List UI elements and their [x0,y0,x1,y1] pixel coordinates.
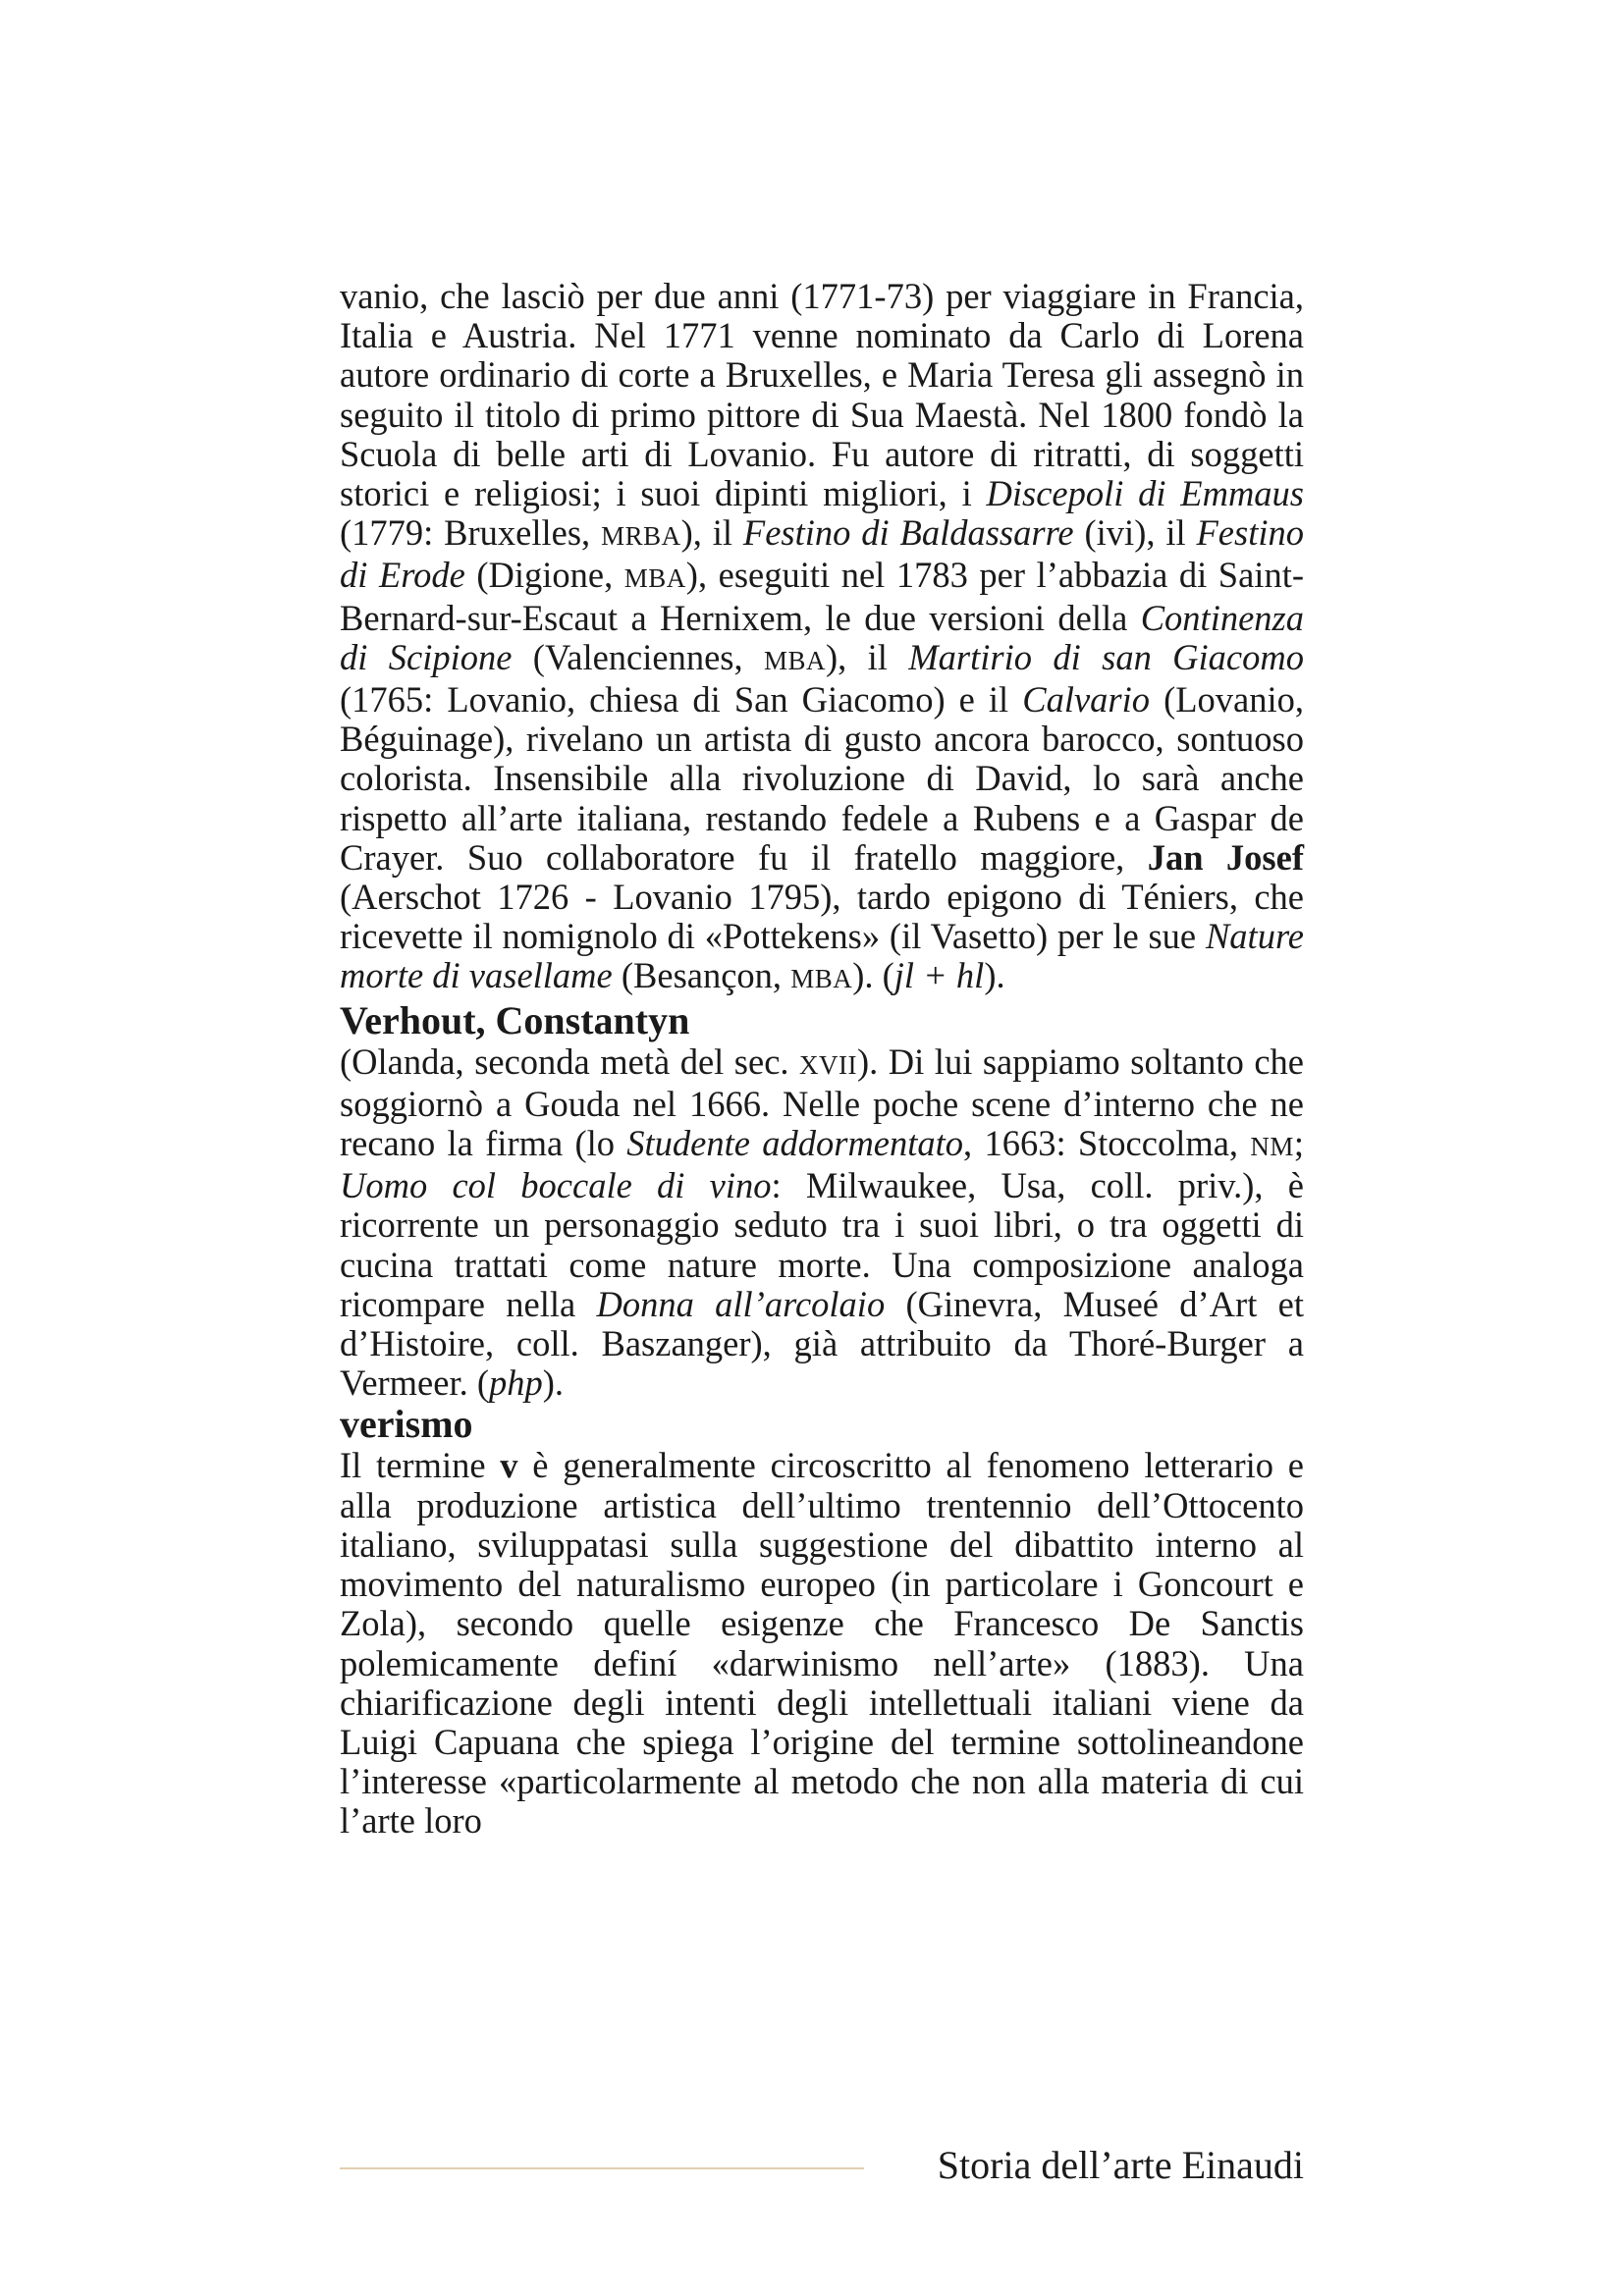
artwork-title: Festino di Baldassarre [742,512,1074,554]
text-run: ). ( [852,955,894,996]
text-run: ), eseguiti nel 1783 per l’abbazia di Saint-Bernard-sur-Escaut a Hernixem, le due versioni della [340,555,1304,638]
text-run: ). [542,1362,565,1404]
person-name: Jan Josef [1147,836,1304,878]
text-column [340,277,1304,1842]
text-run: (Besançon, [612,955,791,996]
artwork-title: Festino di Erode [340,512,1304,596]
text-run: Il termine [340,1445,501,1486]
text-run: (1779: Bruxelles, [340,512,602,554]
text-run: ; [1293,1123,1305,1164]
intro-paragraph [340,277,1304,999]
entry-body-verhout [340,1042,1304,1404]
text-run: (1765: Lovanio, chiesa di San Giacomo) e il [340,679,1023,721]
text-run: (Olanda, seconda metà del sec. [340,1041,800,1082]
entry-heading-verhout: Verhout, Constantyn [340,997,690,1042]
museum-abbreviation: MBA [763,645,826,675]
artwork-title: Martirio di san Giacomo [908,636,1304,677]
artwork-title: Uomo col boccale di vino [340,1165,772,1206]
museum-abbreviation: MBA [623,563,686,594]
text-run: , 1663: Stoccolma, [963,1123,1251,1164]
artwork-title: Calvario [1022,679,1151,721]
museum-abbreviation: NM [1250,1132,1294,1162]
artwork-title: Nature morte di vasellame [340,916,1304,996]
author-initials: jl + hl [893,955,985,996]
term-abbreviation: v [500,1445,518,1486]
text-run: ). [984,955,1005,996]
text-run: è generalmente circoscritto al fenomeno letterario e alla produzione artistica dell’ultimo trentennio dell’Ottocento italiano, sviluppatasi sulla suggestione del dibattito interno al movimento del naturalismo europeo (in particolare i Goncourt e Zola), secondo quelle esigenze che Francesco De Sanctis polemicamente definí «darwinismo nell’arte» (1883). Una chiarificazione degli intenti degli intellettuali italiani viene da Luigi Capuana che spiega l’origine del termine sottolineandone l’interesse «particolarmente al metodo che non alla materia di cui l’arte loro [340,1445,1305,1842]
artwork-title: Studente addormentato [626,1123,964,1164]
museum-abbreviation: MBA [790,964,853,994]
entry-body-verismo [340,1446,1304,1841]
author-initials: php [489,1362,543,1404]
footer-publisher: Storia dell’arte Einaudi [937,2143,1304,2187]
text-run: ). Di lui sappiamo soltanto che soggiornò a Gouda nel 1666. Nelle poche scene d’interno che ne recano la firma (lo [340,1041,1304,1164]
entry-heading-verismo: verismo [340,1402,473,1447]
text-run: ), il [826,636,909,677]
text-run: : Milwaukee, Usa, coll. priv.), è ricorrente un personaggio seduto tra i suoi libri, o tra oggetti di cucina trattati come nature morte. Una composizione analoga ricompare nella [340,1165,1304,1324]
text-run: (Digione, [464,555,624,596]
footer-divider [340,2167,864,2169]
artwork-title: Discepoli di Emmaus [986,473,1305,514]
museum-abbreviation: MRBA [601,521,681,552]
artwork-title: Continenza di Scipione [340,597,1304,677]
text-run: vanio, che lasciò per due anni (1771-73) per viaggiare in Francia, Italia e Austria. Nel 1771 venne nominato da Carlo di Lorena autore ordinario di corte a Bruxelles, e Maria Teresa gli assegnò in seguito il titolo di primo pittore di Sua Maestà. Nel 1800 fondò la Scuola di belle arti di Lovanio. Fu autore di ritratti, di soggetti storici e religiosi; i suoi dipinti migliori, i [340,276,1304,514]
text-run: (Ginevra, Museé d’Art et d’Histoire, coll. Baszanger), già attribuito da Thoré-Burger a Vermeer. ( [340,1283,1304,1404]
text-run: (ivi), il [1073,512,1197,554]
century-numeral: XVII [799,1049,858,1080]
text-run: (Valenciennes, [512,636,764,677]
artwork-title: Donna all’arcolaio [596,1283,886,1324]
text-run: ), il [680,512,743,554]
text-run: (Aerschot 1726 - Lovanio 1795), tardo epigono di Téniers, che ricevette il nomignolo di «Pottekens» (il Vasetto) per le sue [340,877,1304,957]
text-run: (Lovanio, Béguinage), rivelano un artista di gusto ancora barocco, sontuoso colorista. Insensibile alla rivoluzione di David, lo sarà anche rispetto all’arte italiana, restando fedele a Rubens e a Gaspar de Crayer. Suo collaboratore fu il fratello maggiore, [340,679,1304,878]
